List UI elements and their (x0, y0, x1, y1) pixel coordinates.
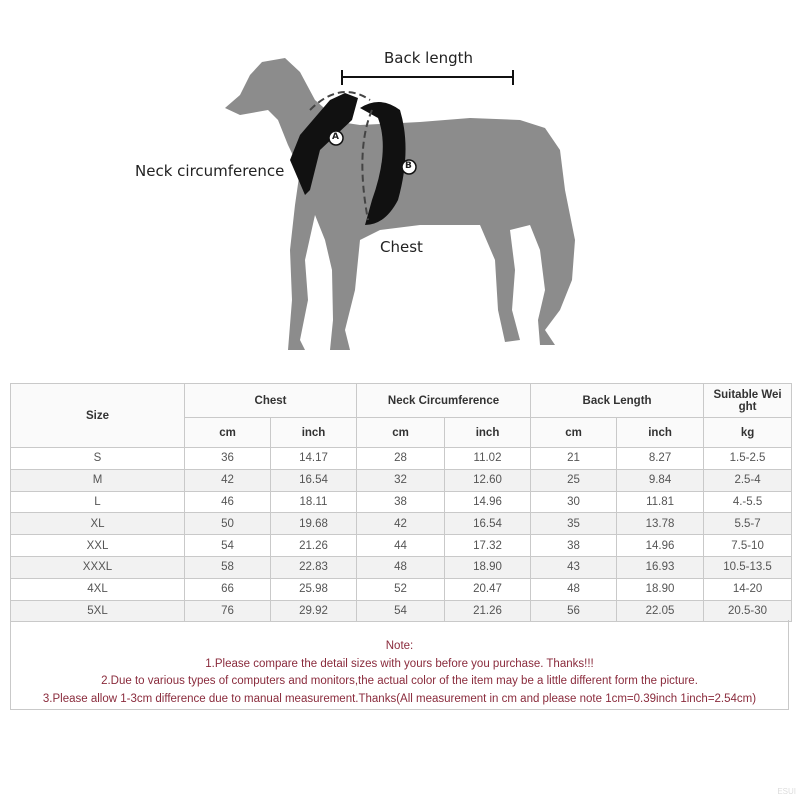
value-cell: 22.83 (271, 556, 357, 578)
value-cell: 18.90 (617, 578, 704, 600)
table-row (11, 469, 792, 491)
table-row (11, 448, 792, 470)
value-cell: 18.11 (271, 491, 357, 513)
value-cell: 7.5-10 (704, 535, 792, 557)
value-cell: 42 (185, 469, 271, 491)
size-cell: M (11, 469, 185, 491)
unit-header: cm (531, 418, 617, 448)
size-cell: XXL (11, 535, 185, 557)
unit-header: kg (704, 418, 792, 448)
unit-header: inch (271, 418, 357, 448)
size-cell: L (11, 491, 185, 513)
table-row (11, 513, 792, 535)
value-cell: 10.5-13.5 (704, 556, 792, 578)
back-length-label: Back length (384, 49, 473, 67)
value-cell: 1.5-2.5 (704, 448, 792, 470)
watermark: ESUI (777, 787, 796, 796)
value-cell: 48 (357, 556, 445, 578)
value-cell: 30 (531, 491, 617, 513)
value-cell: 76 (185, 600, 271, 622)
size-cell: 4XL (11, 578, 185, 600)
value-cell: 21.26 (271, 535, 357, 557)
value-cell: 42 (357, 513, 445, 535)
value-cell: 38 (357, 491, 445, 513)
note-line: 2.Due to various types of computers and monitors,the actual color of the item may be a little different form the picture. (101, 675, 698, 687)
header-back-length: Back Length (531, 384, 704, 418)
value-cell: 52 (357, 578, 445, 600)
table-row (11, 556, 792, 578)
value-cell: 28 (357, 448, 445, 470)
table-row (11, 578, 792, 600)
table-row (11, 600, 792, 622)
size-cell: 5XL (11, 600, 185, 622)
size-cell: XL (11, 513, 185, 535)
value-cell: 16.54 (445, 513, 531, 535)
value-cell: 11.02 (445, 448, 531, 470)
value-cell: 21 (531, 448, 617, 470)
value-cell: 20.5-30 (704, 600, 792, 622)
value-cell: 25 (531, 469, 617, 491)
marker-a-label: A (332, 132, 339, 142)
value-cell: 8.27 (617, 448, 704, 470)
value-cell: 16.93 (617, 556, 704, 578)
value-cell: 58 (185, 556, 271, 578)
value-cell: 32 (357, 469, 445, 491)
value-cell: 14.96 (617, 535, 704, 557)
table-row (11, 535, 792, 557)
unit-header: cm (185, 418, 271, 448)
size-cell: S (11, 448, 185, 470)
value-cell: 14-20 (704, 578, 792, 600)
table-row (11, 491, 792, 513)
header-neck: Neck Circumference (357, 384, 531, 418)
value-cell: 54 (185, 535, 271, 557)
value-cell: 56 (531, 600, 617, 622)
notes-box (10, 620, 789, 710)
value-cell: 29.92 (271, 600, 357, 622)
unit-header: inch (617, 418, 704, 448)
value-cell: 54 (357, 600, 445, 622)
value-cell: 66 (185, 578, 271, 600)
header-chest: Chest (185, 384, 357, 418)
value-cell: 44 (357, 535, 445, 557)
value-cell: 9.84 (617, 469, 704, 491)
unit-header: cm (357, 418, 445, 448)
value-cell: 21.26 (445, 600, 531, 622)
value-cell: 36 (185, 448, 271, 470)
value-cell: 14.96 (445, 491, 531, 513)
value-cell: 48 (531, 578, 617, 600)
value-cell: 43 (531, 556, 617, 578)
value-cell: 50 (185, 513, 271, 535)
value-cell: 46 (185, 491, 271, 513)
value-cell: 35 (531, 513, 617, 535)
value-cell: 11.81 (617, 491, 704, 513)
value-cell: 22.05 (617, 600, 704, 622)
value-cell: 13.78 (617, 513, 704, 535)
value-cell: 17.32 (445, 535, 531, 557)
value-cell: 19.68 (271, 513, 357, 535)
value-cell: 16.54 (271, 469, 357, 491)
value-cell: 4.-5.5 (704, 491, 792, 513)
chest-label: Chest (380, 238, 423, 256)
value-cell: 25.98 (271, 578, 357, 600)
header-size: Size (11, 384, 185, 448)
value-cell: 20.47 (445, 578, 531, 600)
note-line: 3.Please allow 1-3cm difference due to manual measurement.Thanks(All measurement in cm and please note 1cm=0.39inch 1inch=2.54cm) (42, 692, 757, 705)
dog-measurement-diagram (0, 0, 800, 370)
unit-header: inch (445, 418, 531, 448)
size-cell: XXXL (11, 556, 185, 578)
value-cell: 2.5-4 (704, 469, 792, 491)
header-weight: Suitable Wei ght (704, 384, 792, 418)
value-cell: 18.90 (445, 556, 531, 578)
notes-title: Note: (385, 640, 414, 652)
marker-b-label: B (405, 161, 412, 171)
value-cell: 38 (531, 535, 617, 557)
size-chart-table (10, 383, 792, 622)
value-cell: 12.60 (445, 469, 531, 491)
value-cell: 14.17 (271, 448, 357, 470)
note-line: 1.Please compare the detail sizes with yours before you purchase. Thanks!!! (205, 657, 594, 670)
neck-circumference-label: Neck circumference (135, 162, 285, 180)
value-cell: 5.5-7 (704, 513, 792, 535)
